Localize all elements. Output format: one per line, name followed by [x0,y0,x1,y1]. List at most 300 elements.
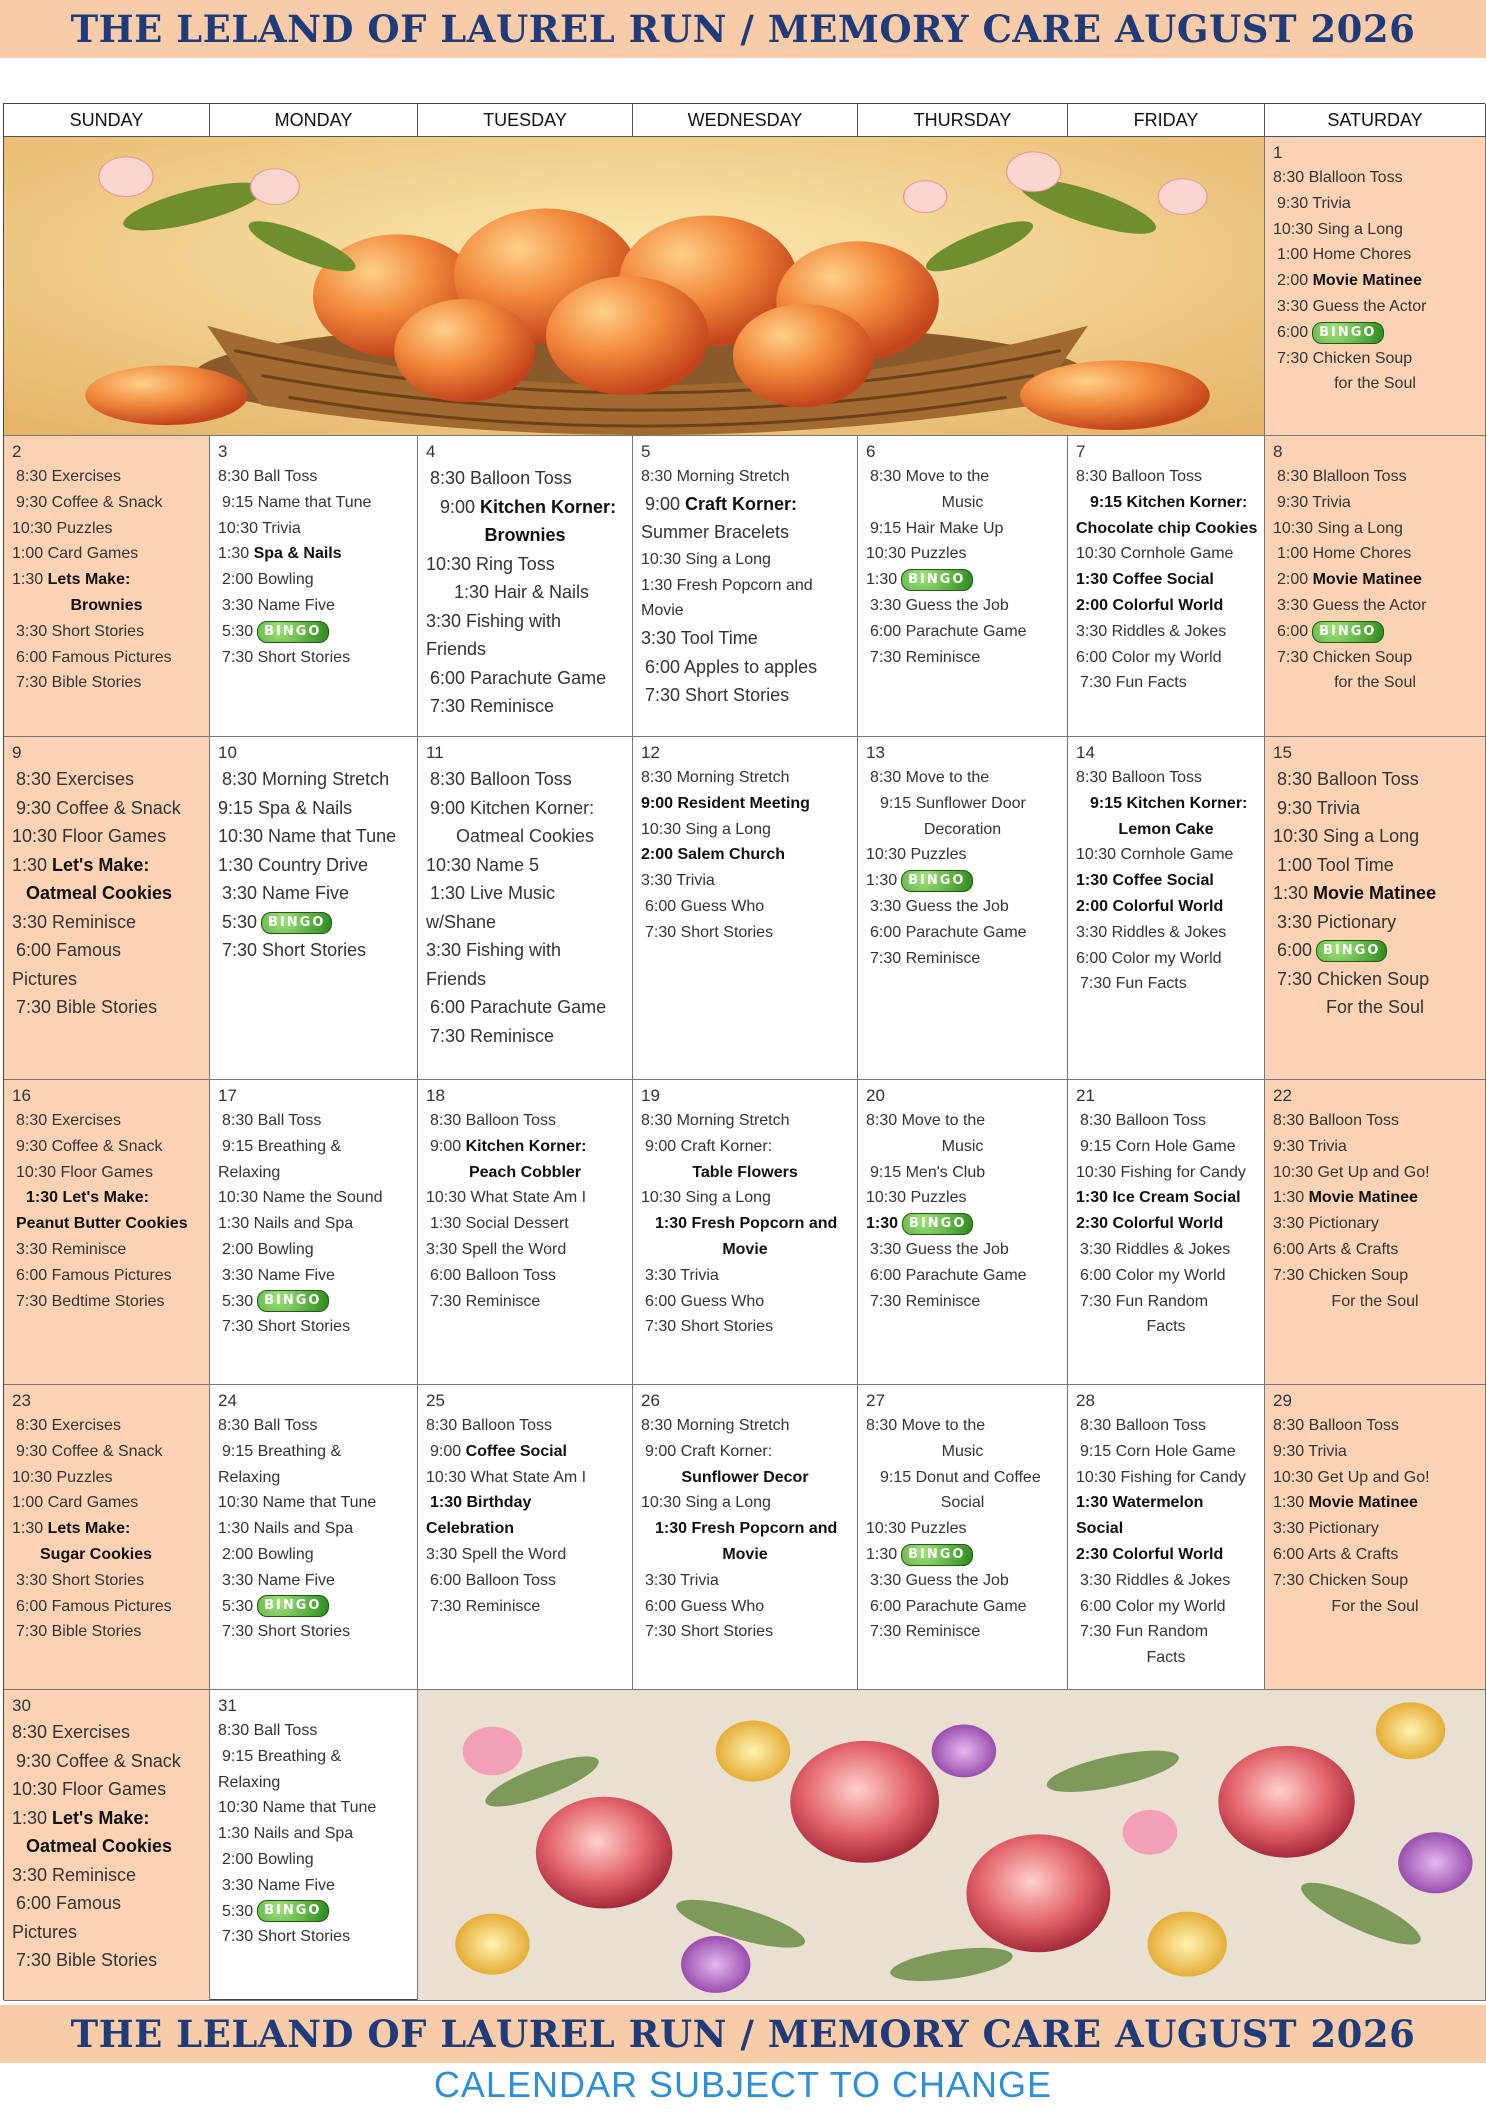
activity-line [218,1873,409,1899]
activity-text: 1:30 Nails and Spa [218,1825,354,1843]
activity-highlight: Lets Make: [47,571,131,589]
activity-text: 8:30 Morning Stretch [222,769,390,789]
activity-text: 6:00 Parachute Game [870,923,1027,941]
activity-line [12,1861,201,1890]
activity-text: Sugar Cookies [40,1545,153,1563]
activity-line [641,765,849,791]
activity-line [1273,993,1477,1022]
activity-text: 9:15 Breathing & [222,1137,342,1155]
day-number: 28 [1076,1391,1095,1410]
activity-line [1273,371,1477,397]
activity-line [641,842,849,868]
calendar-grid [3,103,1485,2000]
activity-text: 8:30 Ball Toss [218,1722,318,1739]
activity-text: 1:30 Watermelon [1076,1494,1204,1512]
peach-basket-illustration [4,137,1264,435]
activity-text: 9:30 Trivia [1273,1137,1347,1155]
bingo-badge-icon: BINGO [257,1290,328,1312]
activity-text: 2:00 Salem Church [641,846,786,864]
activity-text: For the Soul [1331,1292,1419,1310]
bingo-badge-icon: BINGO [901,569,972,591]
day-cell-25 [418,1385,633,1690]
day-cell-11 [418,737,633,1080]
activity-text: 1:00 Home Chores [1277,545,1412,563]
activity-line [1273,619,1477,645]
activity-text: 1:30 [866,1215,899,1233]
activity-line [866,1439,1059,1465]
activity-text: 9:30 Trivia [1273,1442,1347,1460]
day-header-sunday: SUNDAY [4,104,210,137]
activity-line [426,635,624,664]
activity-text: 6:00 [1277,622,1309,640]
top-banner [0,0,1486,58]
activity-text: 3:30 Name Five [222,1571,335,1589]
activity-text: 6:00 Balloon Toss [430,1571,557,1589]
activity-line [426,1237,624,1263]
activity-text: 8:30 Exercises [16,1112,121,1129]
activity-text: 10:30 Puzzles [866,846,967,864]
activity-line [641,1542,849,1568]
activity-text: 8:30 Balloon Toss [1277,769,1419,789]
activity-text: 6:00 Famous Pictures [16,1597,172,1615]
day-number: 17 [218,1086,237,1105]
day-cell-22 [1265,1080,1486,1385]
activity-line [1273,794,1477,823]
activity-line [218,1516,409,1542]
activity-text: 7:30 Chicken Soup [1273,1266,1409,1284]
activity-line [218,908,409,937]
activity-line [426,1263,624,1289]
activity-line [426,1160,624,1186]
activity-line [641,1413,849,1439]
activity-line [641,1185,849,1211]
day-number: 22 [1273,1086,1292,1105]
activity-text: 9:15 Breathing & [222,1747,342,1765]
activity-line [218,851,409,880]
activity-line [1273,1134,1477,1160]
activity-text: 6:00 Parachute Game [870,1597,1027,1615]
activity-line [218,879,409,908]
day-number: 11 [426,743,444,762]
activity-text: for the Soul [1334,674,1416,692]
day-cell-1 [1265,137,1486,436]
activity-line [426,1490,624,1516]
activity-text: 9:00 Craft Korner: [645,1137,773,1155]
activity-text: 9:15 Hair Make Up [870,519,1004,537]
activity-line [218,1237,409,1263]
activity-text: 1:30 Birthday [430,1494,532,1512]
activity-line [218,1770,409,1796]
activity-text: 7:30 Fun Random [1080,1623,1209,1641]
activity-line [866,645,1059,671]
activity-text: 8:30 Balloon Toss [1273,1417,1400,1434]
activity-line [641,1108,849,1134]
activity-highlight: Craft Korner: [685,493,798,514]
activity-text: Oatmeal Cookies [26,883,173,903]
activity-line [1273,464,1477,490]
activity-line [1273,320,1477,346]
activity-text: 3:30 Guess the Job [870,1240,1009,1258]
activity-line [641,681,849,710]
activity-line [641,1160,849,1186]
activity-line [12,645,201,671]
activity-line [641,1516,849,1542]
activity-text: 10:30 Floor Games [12,1779,167,1799]
day-number: 31 [218,1696,237,1715]
activity-text: 2:00 [1277,571,1313,589]
activity-text: 9:30 Coffee & Snack [16,1750,181,1771]
day-number: 15 [1273,743,1292,762]
activity-text: 10:30 Name that Tune [218,1799,377,1817]
activity-text: 1:30 Hair & Nails [454,582,590,602]
day-header-monday: MONDAY [210,104,418,137]
activity-line [12,670,201,696]
activity-text: 9:00 [430,1137,466,1155]
activity-text: 9:15 Breathing & [222,1442,342,1460]
day-cell-7 [1068,436,1265,737]
day-number: 5 [641,442,651,461]
activity-text: 8:30 Exercises [16,1417,121,1434]
activity-line [641,1134,849,1160]
activity-text: 7:30 Reminisce [430,696,555,716]
activity-text: 10:30 Name 5 [426,854,540,875]
activity-text: 6:00 Color my World [1080,1266,1226,1284]
activity-line [12,1439,201,1465]
activity-text: 10:30 Puzzles [866,1520,967,1538]
activity-line [218,645,409,671]
bingo-badge-icon: BINGO [257,621,328,643]
activity-line [12,541,201,567]
activity-text: Peach Cobbler [468,1163,582,1181]
activity-line [1273,670,1477,696]
activity-text: 8:30 Morning Stretch [641,769,790,786]
activity-line [12,1413,201,1439]
activity-line [1076,920,1256,946]
activity-text: 9:30 Trivia [1277,194,1351,212]
activity-text: 5:30 [222,1597,254,1615]
activity-text: Facts [1146,1649,1186,1667]
day-number: 18 [426,1086,445,1105]
activity-line [641,1211,849,1237]
activity-text: 9:15 Spa & Nails [218,797,353,818]
floral-bouquet-illustration [418,1690,1485,2000]
activity-text: 1:30 Coffee Social [1076,571,1214,589]
peach-artwork [4,137,1265,436]
activity-text: 1:30 [218,545,254,563]
activity-line [1076,593,1256,619]
activity-text: 8:30 Balloon Toss [430,1112,557,1129]
activity-highlight: Let's Make: [52,1807,150,1828]
activity-line [1076,1134,1256,1160]
activity-line [1273,1185,1477,1211]
activity-line [1076,1263,1256,1289]
activity-text: 3:30 Short Stories [16,1571,145,1589]
activity-line [866,567,1059,593]
day-header-friday: FRIDAY [1068,104,1265,137]
activity-text: w/Shane [426,911,497,932]
activity-line [1273,567,1477,593]
activity-text: 1:30 [866,571,898,589]
activity-line [1076,670,1256,696]
activity-line [1076,1413,1256,1439]
activity-highlight: Movie Matinee [1308,1189,1418,1207]
activity-highlight: Kitchen Korner: [465,1137,587,1155]
activity-line [218,464,409,490]
day-cell-28 [1068,1385,1265,1690]
activity-line [1273,1439,1477,1465]
activity-line [866,1134,1059,1160]
activity-line [1273,1594,1477,1620]
activity-text: 9:00 [430,1442,466,1460]
activity-text: 6:00 Balloon Toss [430,1266,557,1284]
activity-line [12,822,201,851]
activity-text: 1:30 Coffee Social [1076,872,1214,890]
activity-line [1076,1439,1256,1465]
activity-text: 3:30 Spell the Word [426,1545,567,1563]
activity-text: 2:00 Bowling [222,1850,314,1868]
activity-line [426,1108,624,1134]
day-number: 27 [866,1391,885,1410]
activity-line [426,464,624,493]
activity-text: 2:00 Bowling [222,1545,314,1563]
activity-text: 7:30 Reminisce [430,1597,541,1615]
activity-line [426,493,624,522]
activity-text: Pictures [12,968,78,989]
activity-text: 9:30 Trivia [1277,797,1361,818]
activity-line [218,1439,409,1465]
activity-text: Chocolate chip Cookies [1076,519,1258,537]
day-header-wednesday: WEDNESDAY [633,104,858,137]
activity-line [12,1185,201,1211]
day-number: 29 [1273,1391,1292,1410]
activity-line [866,1594,1059,1620]
activity-text: 7:30 Short Stories [645,685,790,706]
activity-line [866,619,1059,645]
activity-line [641,518,849,547]
activity-text: 2:00 [1277,272,1313,290]
activity-line [12,1516,201,1542]
activity-text: 7:30 Short Stories [645,1318,774,1336]
activity-text: 10:30 What State Am I [426,1189,587,1207]
day-number: 13 [866,743,885,762]
activity-text: Oatmeal Cookies [455,826,595,846]
activity-line [218,822,409,851]
activity-text: 10:30 Sing a Long [1273,220,1403,238]
activity-line [218,765,409,794]
activity-line [12,794,201,823]
activity-text: 10:30 Floor Games [16,1163,153,1181]
activity-text: 3:30 Fishing with [426,940,562,960]
activity-line [426,1542,624,1568]
activity-line [218,1413,409,1439]
activity-line [426,879,624,908]
activity-line [12,1134,201,1160]
day-cell-24 [210,1385,418,1690]
activity-line [1076,1314,1256,1340]
activity-line [426,1516,624,1542]
activity-text: 7:30 Fun Facts [1080,674,1187,692]
activity-text: 6:00 Guess Who [645,1292,765,1310]
activity-text: Table Flowers [692,1163,798,1181]
activity-line [1076,619,1256,645]
activity-text: 1:30 Fresh Popcorn and [655,1215,838,1233]
activity-line [426,521,624,550]
activity-line [641,464,849,490]
activity-line [1076,971,1256,997]
activity-text: 1:30 [1273,883,1314,903]
activity-line [218,1594,409,1620]
activity-line [12,1490,201,1516]
activity-line [12,1747,201,1776]
activity-text: Decoration [923,820,1002,838]
activity-text: 3:30 Guess the Actor [1277,297,1427,315]
activity-text: 7:30 Chicken Soup [1277,968,1430,989]
activity-text: Movie [722,1240,768,1258]
activity-line [1076,791,1256,817]
activity-line [12,1160,201,1186]
activity-text: 6:00 Apples to apples [645,656,818,677]
activity-line [426,1211,624,1237]
activity-line [426,1594,624,1620]
activity-text: 6:00 Arts & Crafts [1273,1545,1399,1563]
activity-text: Lemon Cake [1118,820,1214,838]
activity-line [1076,1108,1256,1134]
day-number: 23 [12,1391,31,1410]
activity-highlight: Movie Matinee [1313,883,1437,903]
activity-line [1273,1160,1477,1186]
activity-line [866,1465,1059,1491]
activity-text: 10:30 Name that Tune [218,826,397,846]
activity-text: Celebration [426,1520,515,1538]
activity-text: 1:00 Tool Time [1277,854,1394,875]
bingo-badge-icon: BINGO [257,1595,328,1617]
activity-highlight: Movie Matinee [1312,571,1422,589]
activity-line [12,464,201,490]
activity-text: 2:00 Bowling [222,571,314,589]
activity-text: 10:30 Cornhole Game [1076,846,1234,864]
activity-text: 9:00 Kitchen Korner: [430,797,595,818]
day-number: 19 [641,1086,660,1105]
activity-text: 9:15 Men's Club [870,1163,986,1181]
activity-line [12,765,201,794]
activity-text: 7:30 Reminisce [870,949,981,967]
activity-text: 6:00 Color my World [1076,648,1222,666]
activity-line [641,791,849,817]
activity-line [218,1619,409,1645]
activity-line [641,490,849,519]
activity-line [1273,908,1477,937]
activity-text: 9:00 Resident Meeting [641,794,810,812]
activity-text: 7:30 Chicken Soup [1277,648,1413,666]
activity-text: 1:30 [12,854,53,875]
activity-text: 8:30 Blalloon Toss [1273,169,1403,186]
day-cell-21 [1068,1080,1265,1385]
activity-line [641,1465,849,1491]
activity-line [641,1568,849,1594]
activity-text: 1:00 Card Games [12,545,139,563]
activity-line [641,624,849,653]
activity-text: 7:30 Short Stories [222,1318,351,1336]
activity-line [218,1924,409,1950]
activity-line [218,1160,409,1186]
activity-line [218,936,409,965]
activity-line [1273,765,1477,794]
activity-line [1273,516,1477,542]
day-number: 12 [641,743,660,762]
activity-text: 6:00 Famous Pictures [16,648,172,666]
day-cell-4 [418,436,633,737]
activity-line [1273,346,1477,372]
activity-line [866,1108,1059,1134]
activity-line [426,1413,624,1439]
activity-line [1273,645,1477,671]
activity-line [218,1263,409,1289]
activity-line [1076,464,1256,490]
activity-text: 1:30 Nails and Spa [218,1520,354,1538]
day-number: 8 [1273,442,1283,461]
activity-highlight: Lets Make: [47,1520,131,1538]
day-cell-9 [4,737,210,1080]
day-number: 20 [866,1086,885,1105]
activity-text: 9:15 Sunflower Door [880,794,1026,812]
activity-line [1076,1185,1256,1211]
activity-line [426,993,624,1022]
day-header-thursday: THURSDAY [858,104,1068,137]
activity-line [426,578,624,607]
activity-text: 10:30 Puzzles [866,545,967,563]
activity-line [1076,1237,1256,1263]
activity-text: 10:30 Get Up and Go! [1273,1468,1430,1486]
activity-line [12,1619,201,1645]
day-cell-29 [1265,1385,1486,1690]
activity-text: 7:30 Fun Facts [1080,975,1187,993]
activity-line [218,1465,409,1491]
activity-text: 3:30 Short Stories [16,622,145,640]
activity-text: 6:00 Color my World [1080,1597,1226,1615]
activity-line [1076,1542,1256,1568]
activity-line [12,1889,201,1918]
activity-text: 3:30 Guess the Actor [1277,596,1427,614]
bingo-badge-icon: BINGO [1316,940,1387,962]
activity-line [12,1542,201,1568]
day-number: 7 [1076,442,1086,461]
activity-line [1273,1211,1477,1237]
activity-line [641,1314,849,1340]
activity-text: Brownies [70,596,143,614]
activity-highlight: Coffee Social [465,1442,567,1460]
activity-text: 3:30 Trivia [645,1266,719,1284]
activity-text: 8:30 Move to the [866,1112,986,1129]
activity-text: 1:30 Fresh Popcorn and [641,576,813,594]
activity-text: 9:15 Corn Hole Game [1080,1137,1236,1155]
bingo-badge-icon: BINGO [1312,322,1383,344]
activity-line [866,1619,1059,1645]
activity-text: 6:00 Color my World [1076,949,1222,967]
activity-line [218,1490,409,1516]
activity-text: 8:30 Exercises [16,769,135,789]
activity-line [641,1237,849,1263]
activity-line [866,490,1059,516]
activity-text: 6:00 Parachute Game [870,622,1027,640]
day-cell-6 [858,436,1068,737]
activity-line [1076,946,1256,972]
activity-text: 6:00 Guess Who [645,1597,765,1615]
activity-line [866,1263,1059,1289]
activity-line [1273,822,1477,851]
activity-text: 1:30 Fresh Popcorn and [655,1520,838,1538]
activity-text: 3:30 Guess the Job [870,897,1009,915]
activity-line [426,692,624,721]
